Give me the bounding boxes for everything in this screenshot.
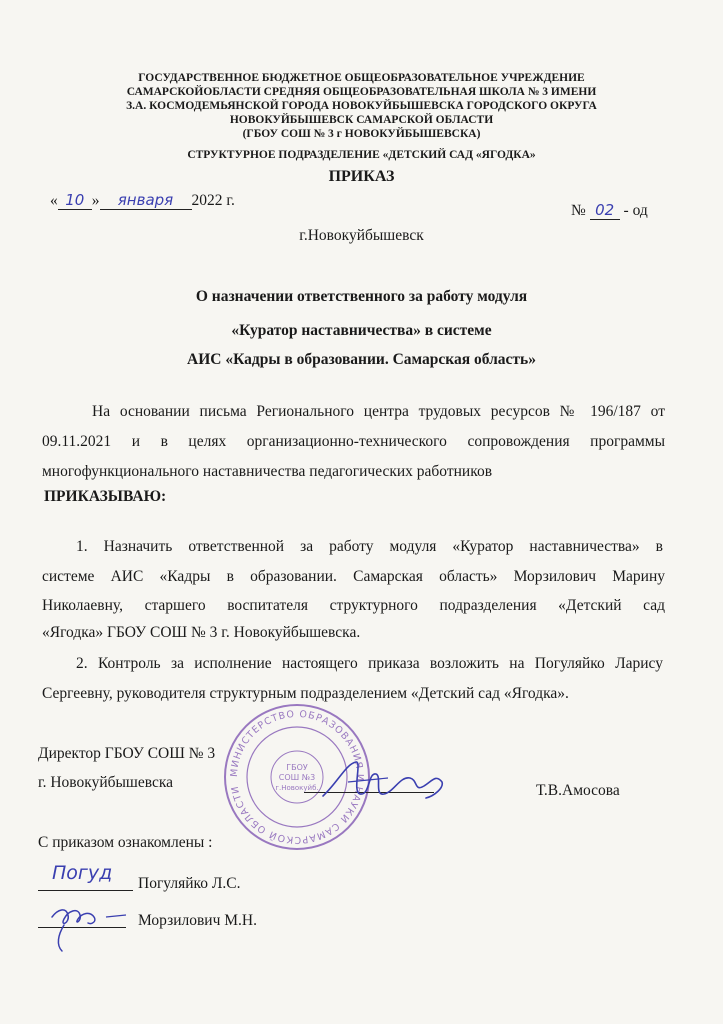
acquainted-line-1 [38,890,133,891]
header-line-2: САМАРСКОЙОБЛАСТИ СРЕДНЯЯ ОБЩЕОБРАЗОВАТЕЛЬНАЯ ШКОЛА № 3 ИМЕНИ [126,86,597,98]
subject-line-2: «Куратор наставничества» в системе [231,322,492,339]
item-2-line-1: 2. Контроль за исполнение настоящего приказа возложить на Погуляйко Ларису [76,655,663,672]
date-month: января [100,191,192,210]
stamp-center-line-1: ГБОУ [286,763,308,772]
subject-line-3: АИС «Кадры в образовании. Самарская область» [187,351,536,368]
preamble-line-2: 09.11.2021 и в целях организационно-технического сопровождения программы [42,433,665,450]
header-line-1: ГОСУДАРСТВЕННОЕ БЮДЖЕТНОЕ ОБЩЕОБРАЗОВАТЕЛЬНОЕ УЧРЕЖДЕНИЕ [138,72,585,84]
item-2-line-2: Сергеевну, руководителя структурным подразделением «Детский сад «Ягодка». [42,685,569,702]
signer-position-line-2: г. Новокуйбышевска [38,774,174,791]
number-label: № [571,202,586,219]
item-1-line-4: «Ягодка» ГБОУ СОШ № 3 г. Новокуйбышевска. [42,624,361,641]
order-word: ПРИКАЗЫВАЮ: [44,488,167,505]
item-1-line-3: Николаевну, старшего воспитателя структурного подразделения «Детский сад [42,597,665,614]
stamp-outer-text: МИНИСТЕРСТВО ОБРАЗОВАНИЯ И НАУКИ САМАРСКОЙ ОБЛАСТИ [228,708,366,846]
stamp-center-line-3: г.Новокуйб. [275,784,319,792]
number-suffix: - од [623,202,648,219]
acquainted-person-1: Погуляйко Л.С. [138,875,241,892]
item-1-line-1: 1. Назначить ответственной за работу модуля «Куратор наставничества» в [76,538,663,555]
date-close-quote: » [91,192,100,209]
item-1-line-2: системе АИС «Кадры в образовании. Самарская область» Морзилович Марину [42,568,665,585]
document-title: ПРИКАЗ [328,168,395,185]
number-value: 02 [590,201,620,220]
acquainted-signature-2 [44,895,134,955]
header-line-5: (ГБОУ СОШ № 3 г НОВОКУЙБЫШЕВСКА) [242,128,481,140]
document-city: г.Новокуйбышевск [299,227,424,244]
acquainted-label: С приказом ознакомлены : [38,834,213,851]
stamp-center-line-2: СОШ №3 [278,773,316,782]
date-day: 10 [58,191,92,210]
date-open-quote: « [50,192,58,209]
header-line-3: З.А. КОСМОДЕМЬЯНСКОЙ ГОРОДА НОВОКУЙБЫШЕВСКА ГОРОДСКОГО ОКРУГА [126,100,597,112]
preamble-line-1: На основании письма Регионального центра трудовых ресурсов № 196/187 от [92,403,665,420]
acquainted-signature-1: Погуд [52,862,113,884]
director-signature [318,752,448,808]
subject-line-1: О назначении ответственного за работу модуля [195,288,528,305]
subdivision-line: СТРУКТУРНОЕ ПОДРАЗДЕЛЕНИЕ «ДЕТСКИЙ САД «ЯГОДКА» [187,149,536,161]
header-line-4: НОВОКУЙБЫШЕВСК САМАРСКОЙ ОБЛАСТИ [229,114,494,126]
date-year: 2022 г. [191,192,235,209]
document-number [571,201,648,220]
preamble-line-3: многофункционального наставничества педагогических работников [42,463,493,480]
document-date [50,191,235,210]
signer-position-line-1: Директор ГБОУ СОШ № 3 [38,745,216,762]
acquainted-person-2: Морзилович М.Н. [138,912,257,929]
signer-name: Т.В.Амосова [536,782,620,799]
